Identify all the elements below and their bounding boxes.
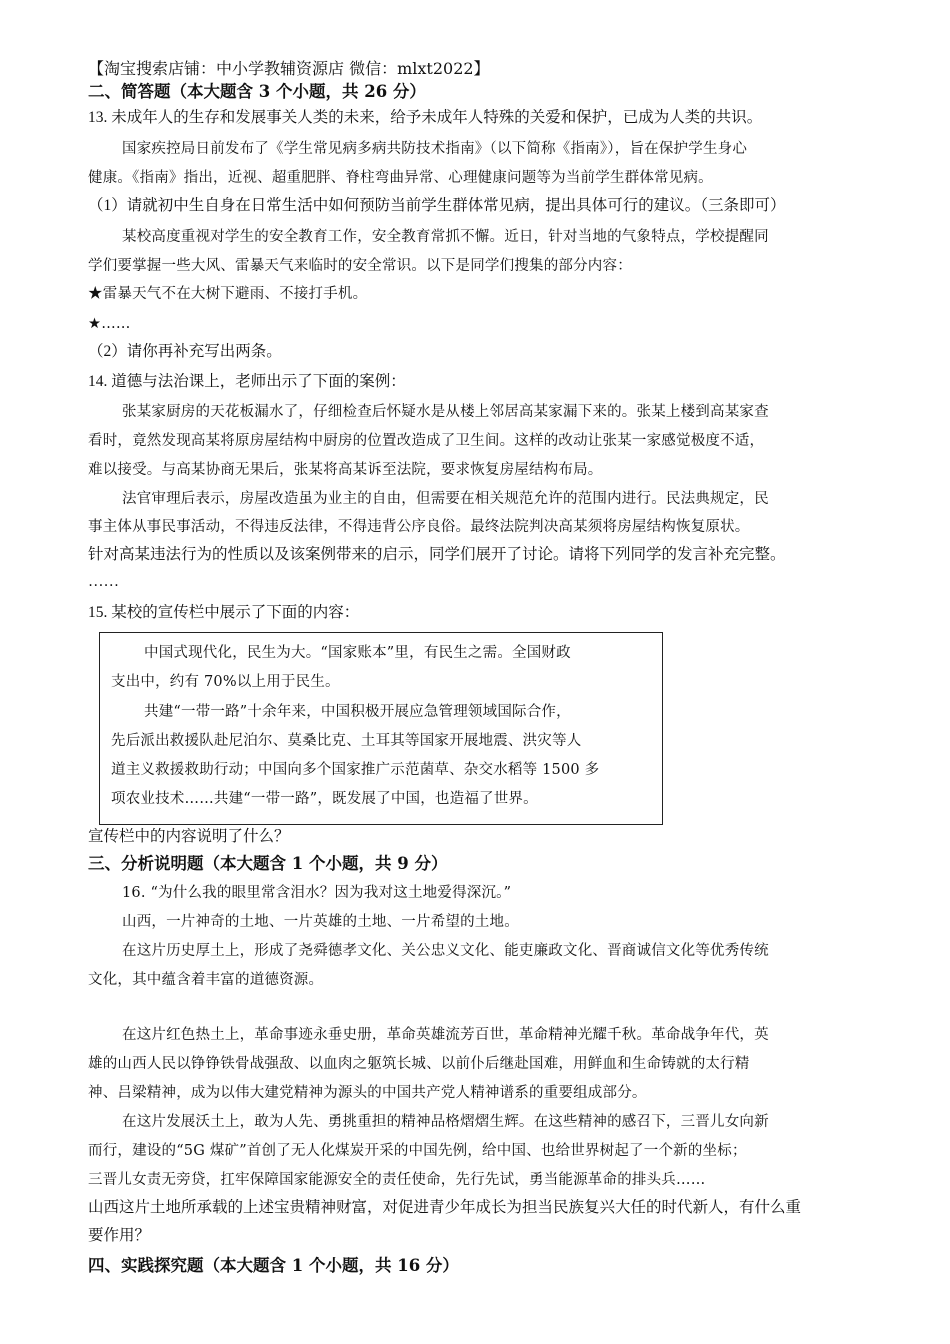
q16-question-a: 山西这片土地所承载的上述宝贵精神财富，对促进青少年成长为担当民族复兴大任的时代新人，有什么重 <box>88 1199 802 1216</box>
q13-paragraph-2a: 某校高度重视对学生的安全教育工作，安全教育常抓不懈。近日，针对当地的气象特点，学校提醒同 <box>122 229 769 245</box>
q14-stem: 14. 道德与法治课上，老师出示了下面的案例： <box>88 373 406 390</box>
q15-question: 宣传栏中的内容说明了什么？ <box>88 828 290 845</box>
bulletin-line-1: 中国式现代化，民生为大。“国家账本”里，有民生之需。全国财政 <box>144 645 571 661</box>
q16-question-b: 要作用？ <box>88 1227 151 1244</box>
section3-title: 三、分析说明题（本大题含 1 个小题，共 9 分） <box>88 854 448 873</box>
q14-paragraph-1b: 看时，竟然发现高某将原房屋结构中厨房的位置改造成了卫生间。这样的改动让张某一家感觉极度不适， <box>88 433 765 449</box>
q14-paragraph-1c: 难以接受。与高某协商无果后，张某将高某诉至法院，要求恢复房屋结构布局。 <box>88 462 603 478</box>
q16-paragraph-2a: 在这片历史厚土上，形成了尧舜德孝文化、关公忠义文化、能吏廉政文化、晋商诚信文化等优秀传统 <box>122 943 769 959</box>
bulletin-line-5: 道主义救援救助行动；中国向多个国家推广示范菌草、杂交水稻等 1500 多 <box>111 762 600 778</box>
store-header: 【淘宝搜索店铺：中小学教辅资源店 微信：mlxt2022】 <box>88 59 490 78</box>
section4-title: 四、实践探究题（本大题含 1 个小题，共 16 分） <box>88 1256 459 1275</box>
q16-paragraph-3b: 雄的山西人民以铮铮铁骨战强敌、以血肉之躯筑长城、以前仆后继赴国难，用鲜血和生命铸就的太行精 <box>88 1056 750 1072</box>
q13-stem: 13. 未成年人的生存和发展事关人类的未来，给予未成年人特殊的关爱和保护，已成为人类的共识。 <box>88 109 763 126</box>
q13-star-item-1: ★雷暴天气不在大树下避雨、不接打手机。 <box>88 286 368 302</box>
q14-paragraph-2a: 法官审理后表示，房屋改造虽为业主的自由，但需要在相关规范允许的范围内进行。民法典规定，民 <box>122 491 769 507</box>
q14-paragraph-1a: 张某家厨房的天花板漏水了，仔细检查后怀疑水是从楼上邻居高某家漏下来的。张某上楼到高某家查 <box>122 404 769 420</box>
q13-star-item-2: ★…… <box>88 316 131 332</box>
q15-stem: 15. 某校的宣传栏中展示了下面的内容： <box>88 604 360 621</box>
section2-title: 二、简答题（本大题含 3 个小题，共 26 分） <box>88 82 426 101</box>
q16-paragraph-3c: 神、吕梁精神，成为以伟大建党精神为源头的中国共产党人精神谱系的重要组成部分。 <box>88 1085 647 1101</box>
bulletin-line-2: 支出中，约有 70%以上用于民生。 <box>111 674 340 690</box>
q13-subquestion-2: （2）请你再补充写出两条。 <box>88 343 282 360</box>
q16-paragraph-4b: 而行，建设的“5G 煤矿”首创了无人化煤炭开采的中国先例，给中国、也给世界树起了一个新的坐标； <box>88 1143 747 1159</box>
bulletin-line-3: 共建“一带一路”十余年来，中国积极开展应急管理领域国际合作， <box>144 704 571 720</box>
bulletin-line-4: 先后派出救援队赴尼泊尔、莫桑比克、土耳其等国家开展地震、洪灾等人 <box>111 733 582 749</box>
q13-paragraph-1b: 健康。《指南》指出，近视、超重肥胖、脊柱弯曲异常、心理健康问题等为当前学生群体常见病。 <box>88 170 713 186</box>
q16-paragraph-4a: 在这片发展沃土上，敢为人先、勇挑重担的精神品格熠熠生辉。在这些精神的感召下，三晋儿女向新 <box>122 1114 769 1130</box>
q13-paragraph-2b: 学们要掌握一些大风、雷暴天气来临时的安全常识。以下是同学们搜集的部分内容： <box>88 258 632 274</box>
bulletin-line-6: 项农业技术……共建“一带一路”，既发展了中国，也造福了世界。 <box>111 791 538 807</box>
bulletin-box <box>99 632 663 825</box>
q13-subquestion-1: （1）请就初中生自身在日常生活中如何预防当前学生群体常见病，提出具体可行的建议。（三条即可） <box>88 197 786 214</box>
q14-question: 针对高某违法行为的性质以及该案例带来的启示，同学们展开了讨论。请将下列同学的发言补充完整。 <box>88 546 786 563</box>
q14-ellipsis: …… <box>88 573 119 590</box>
q16-quote: 16. “为什么我的眼里常含泪水？因为我对这土地爱得深沉。” <box>122 885 512 901</box>
q14-paragraph-2b: 事主体从事民事活动，不得违反法律，不得违背公序良俗。最终法院判决高某须将房屋结构恢复原状。 <box>88 519 750 535</box>
q16-paragraph-3a: 在这片红色热土上，革命事迹永垂史册，革命英雄流芳百世，革命精神光耀千秋。革命战争年代，英 <box>122 1027 769 1043</box>
q16-paragraph-1: 山西，一片神奇的土地、一片英雄的土地、一片希望的土地。 <box>122 914 519 930</box>
q16-paragraph-2b: 文化，其中蕴含着丰富的道德资源。 <box>88 972 324 988</box>
q16-paragraph-4c: 三晋儿女责无旁贷，扛牢保障国家能源安全的责任使命，先行先试，勇当能源革命的排头兵…… <box>88 1172 706 1188</box>
q13-paragraph-1a: 国家疾控局日前发布了《学生常见病多病共防技术指南》（以下简称《指南》），旨在保护学生身心 <box>122 141 748 157</box>
